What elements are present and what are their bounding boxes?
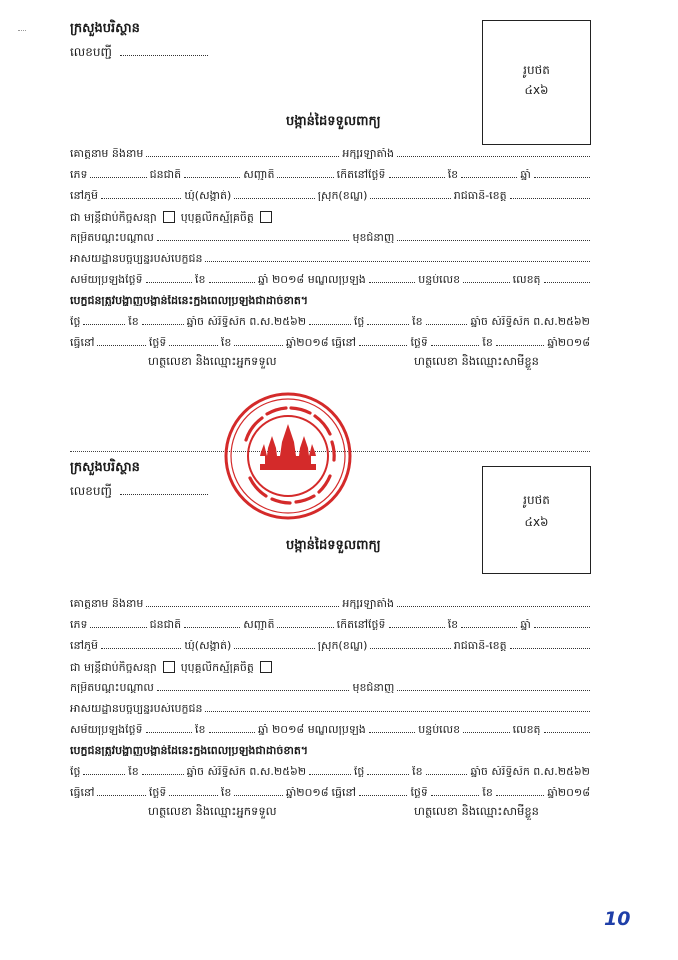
label-exam-year: ឆ្នាំ ២០១៨ មណ្ឌលប្រឡង [258,724,366,735]
label-nationality: ជនជាតិ [149,619,182,630]
dots [367,324,409,325]
dots [169,795,217,796]
page-number: 10 [604,908,631,930]
dots [169,345,217,346]
row-address-origin [70,640,590,651]
signature-self: ហត្ថលេខា និងឈ្មោះសាមីខ្លួន [414,804,539,818]
dots [90,177,146,178]
label-day: ថ្ងៃ [353,766,365,777]
dots [90,627,146,628]
dots [184,627,240,628]
registration-number [70,46,208,58]
signature-receiver: ហត្ថលេខា និងឈ្មោះអ្នកទទួល [148,804,277,818]
label-room: បន្ទប់លេខ [418,274,461,285]
row-made-at [70,787,590,798]
registration-label: លេខបញ្ជី [70,484,112,498]
photo-label: រូបថត [523,493,550,507]
label-month: ខែ [220,337,232,348]
dots [309,324,351,325]
notice-text: បេក្ខជនត្រូវបង្ហាញបង្កាន់ដៃនេះក្នុងពេលប្រឡងជាដាច់ខាត។ [70,295,309,306]
row-name [70,148,590,159]
dots [184,177,240,178]
dots [496,345,544,346]
dots [83,774,125,775]
label-name: គោត្តនាម និងនាម [70,598,144,609]
dots [234,345,282,346]
label-ethnicity: សញ្ជាតិ [243,169,275,180]
label-lunar-year: ឆ្នាំច សំរឹទ្ធិស័ក ព.ស.២៥៦២ [470,766,590,777]
row-birth [70,169,590,180]
dots [146,732,192,733]
row-notice [70,295,590,306]
label-made-at: ធ្វើនៅ [70,337,95,348]
label-year-2018: ឆ្នាំ២០១៨ [285,337,329,348]
row-exam [70,274,590,285]
label-month: ខែ [195,724,206,735]
dots [97,795,145,796]
label-sex: ភេទ [70,619,88,630]
dots [146,282,192,283]
row-birth [70,619,590,630]
label-month: ខែ [128,766,139,777]
label-contract-official: ជា មន្ត្រីជាប់កិច្ចសន្យា [70,211,157,223]
label-month: ខែ [482,787,493,798]
dots [146,156,339,157]
label-ethnicity: សញ្ជាតិ [243,619,275,630]
photo-size: ៤x៦ [524,515,549,529]
dots [83,324,125,325]
label-day-num: ថ្ងៃទី [410,787,428,798]
label-month: ខែ [412,316,423,327]
label-year-2018: ឆ្នាំ២០១៨ [547,337,590,348]
dots [370,198,450,199]
label-made-at: ធ្វើនៅ [70,787,95,798]
photo-size: ៤x៦ [524,83,549,97]
label-district: ស្រុក(ខណ្ឌ) [317,190,368,201]
label-lunar-year: ឆ្នាំច សំរឹទ្ធិស័ក ព.ស.២៥៦២ [470,316,590,327]
receipt-title: បង្កាន់ដៃទទួលពាក្យ [286,114,381,129]
dots [309,774,351,775]
label-month: ខែ [128,316,139,327]
dots [534,177,590,178]
dots [234,648,314,649]
label-degree: កម្រិតបណ្ដុះបណ្ដាល [70,682,154,693]
dots [389,177,445,178]
dots [431,795,479,796]
dots [534,627,590,628]
dots [431,345,479,346]
dots [209,282,255,283]
dots [205,261,590,262]
dots [389,627,445,628]
label-day: ថ្ងៃ [353,316,365,327]
dots [544,282,590,283]
dots [369,732,415,733]
label-month: ខែ [447,619,459,630]
dots [426,774,468,775]
label-year: ឆ្នាំ [520,619,531,630]
row-status [70,661,590,673]
label-room: បន្ទប់លេខ [418,724,461,735]
label-seat: លេខតុ [512,724,541,735]
label-name: គោត្តនាម និងនាម [70,148,144,159]
label-exam-year: ឆ្នាំ ២០១៨ មណ្ឌលប្រឡង [258,274,366,285]
label-born-day: កើតនៅថ្ងៃទី [336,619,386,630]
signature-self: ហត្ថលេខា និងឈ្មោះសាមីខ្លួន [414,354,539,368]
label-exam-day: សម័យប្រឡងថ្ងៃទី [70,274,143,285]
dots [510,648,590,649]
dots [397,240,590,241]
dots [461,627,517,628]
row-education [70,682,590,693]
dots [146,606,339,607]
row-name [70,598,590,609]
official-seal-stamp [222,390,354,522]
scan-mark [18,30,26,35]
dots [397,606,590,607]
label-degree: កម្រិតបណ្ដុះបណ្ដាល [70,232,154,243]
label-year: ឆ្នាំ [520,169,531,180]
notice-text: បេក្ខជនត្រូវបង្ហាញបង្កាន់ដៃនេះក្នុងពេលប្រឡងជាដាច់ខាត។ [70,745,309,756]
row-exam [70,724,590,735]
dots [277,627,333,628]
dots [234,198,314,199]
dots [369,282,415,283]
dots [101,648,181,649]
dots [461,177,517,178]
volunteer-checkbox[interactable] [260,661,272,673]
photo-box [482,466,591,574]
row-education [70,232,590,243]
label-province: រាជធានី-ខេត្ត [453,640,507,651]
dots [463,282,509,283]
registration-number [70,485,208,497]
dots [496,795,544,796]
dots [359,345,407,346]
dots [142,774,184,775]
dots [426,324,468,325]
row-made-at [70,337,590,348]
label-nationality: ជនជាតិ [149,169,182,180]
label-lunar-year: ឆ្នាំច សំរឹទ្ធិស័ក ព.ស.២៥៦២ [186,766,307,777]
label-month: ខែ [447,169,459,180]
row-current-address [70,703,590,714]
dots [277,177,333,178]
label-latin: អក្សរឡាតាំង [342,148,394,159]
dots [397,156,590,157]
label-latin: អក្សរឡាតាំង [342,598,394,609]
dots [370,648,450,649]
label-current-address: អាសយដ្ឋានបច្ចុប្បន្នរបស់បេក្ខជន [70,253,203,264]
label-seat: លេខតុ [512,274,541,285]
label-volunteer: ឬបុគ្គលិកស្ម័គ្រចិត្ត [180,661,254,673]
dots [97,345,145,346]
signature-receiver: ហត្ថលេខា និងឈ្មោះអ្នកទទួល [148,354,277,368]
dots [209,732,255,733]
row-lunar-date [70,316,590,327]
label-year-2018: ឆ្នាំ២០១៨ [285,787,329,798]
registration-label: លេខបញ្ជី [70,45,112,59]
row-address-origin [70,190,590,201]
dots [463,732,509,733]
volunteer-checkbox[interactable] [260,211,272,223]
label-village: នៅភូមិ [70,640,98,651]
label-major: មុខជំនាញ [352,682,395,693]
ministry-name: ក្រសួងបរិស្ថាន [70,21,140,36]
label-commune: ឃុំ(សង្កាត់) [184,190,232,201]
label-province: រាជធានី-ខេត្ត [453,190,507,201]
label-village: នៅភូមិ [70,190,98,201]
label-exam-day: សម័យប្រឡងថ្ងៃទី [70,724,143,735]
dots [142,324,184,325]
stamp-graphic [226,394,350,518]
row-current-address [70,253,590,264]
registration-dots [120,55,208,56]
photo-label: រូបថត [523,63,550,77]
label-day-num: ថ្ងៃទី [410,337,428,348]
dots [234,795,282,796]
dots [157,240,350,241]
dots [157,690,350,691]
label-month: ខែ [412,766,423,777]
label-day-num: ថ្ងៃទី [148,787,167,798]
label-day: ថ្ងៃ [70,316,81,327]
row-lunar-date [70,766,590,777]
photo-box [482,20,591,145]
row-notice [70,745,590,756]
label-month: ខែ [220,787,232,798]
label-month: ខែ [195,274,206,285]
receipt-title: បង្កាន់ដៃទទួលពាក្យ [286,538,381,553]
label-day: ថ្ងៃ [70,766,81,777]
ministry-name: ក្រសួងបរិស្ថាន [70,460,140,475]
label-made-at: ធ្វើនៅ [331,787,356,798]
label-month: ខែ [482,337,493,348]
label-current-address: អាសយដ្ឋានបច្ចុប្បន្នរបស់បេក្ខជន [70,703,203,714]
label-made-at: ធ្វើនៅ [331,337,356,348]
dots [205,711,590,712]
dots [101,198,181,199]
label-lunar-year: ឆ្នាំច សំរឹទ្ធិស័ក ព.ស.២៥៦២ [186,316,307,327]
registration-dots [120,494,208,495]
contract-checkbox[interactable] [163,211,175,223]
angkor-wat-icon [260,424,316,470]
label-year-2018: ឆ្នាំ២០១៨ [547,787,590,798]
dots [397,690,590,691]
label-commune: ឃុំ(សង្កាត់) [184,640,232,651]
label-born-day: កើតនៅថ្ងៃទី [336,169,386,180]
label-major: មុខជំនាញ [352,232,395,243]
label-sex: ភេទ [70,169,88,180]
contract-checkbox[interactable] [163,661,175,673]
label-day-num: ថ្ងៃទី [148,337,167,348]
dots [544,732,590,733]
label-contract-official: ជា មន្ត្រីជាប់កិច្ចសន្យា [70,661,157,673]
row-status [70,211,590,223]
label-district: ស្រុក(ខណ្ឌ) [317,640,368,651]
dots [367,774,409,775]
label-volunteer: ឬបុគ្គលិកស្ម័គ្រចិត្ត [180,211,254,223]
dots [359,795,407,796]
dots [510,198,590,199]
